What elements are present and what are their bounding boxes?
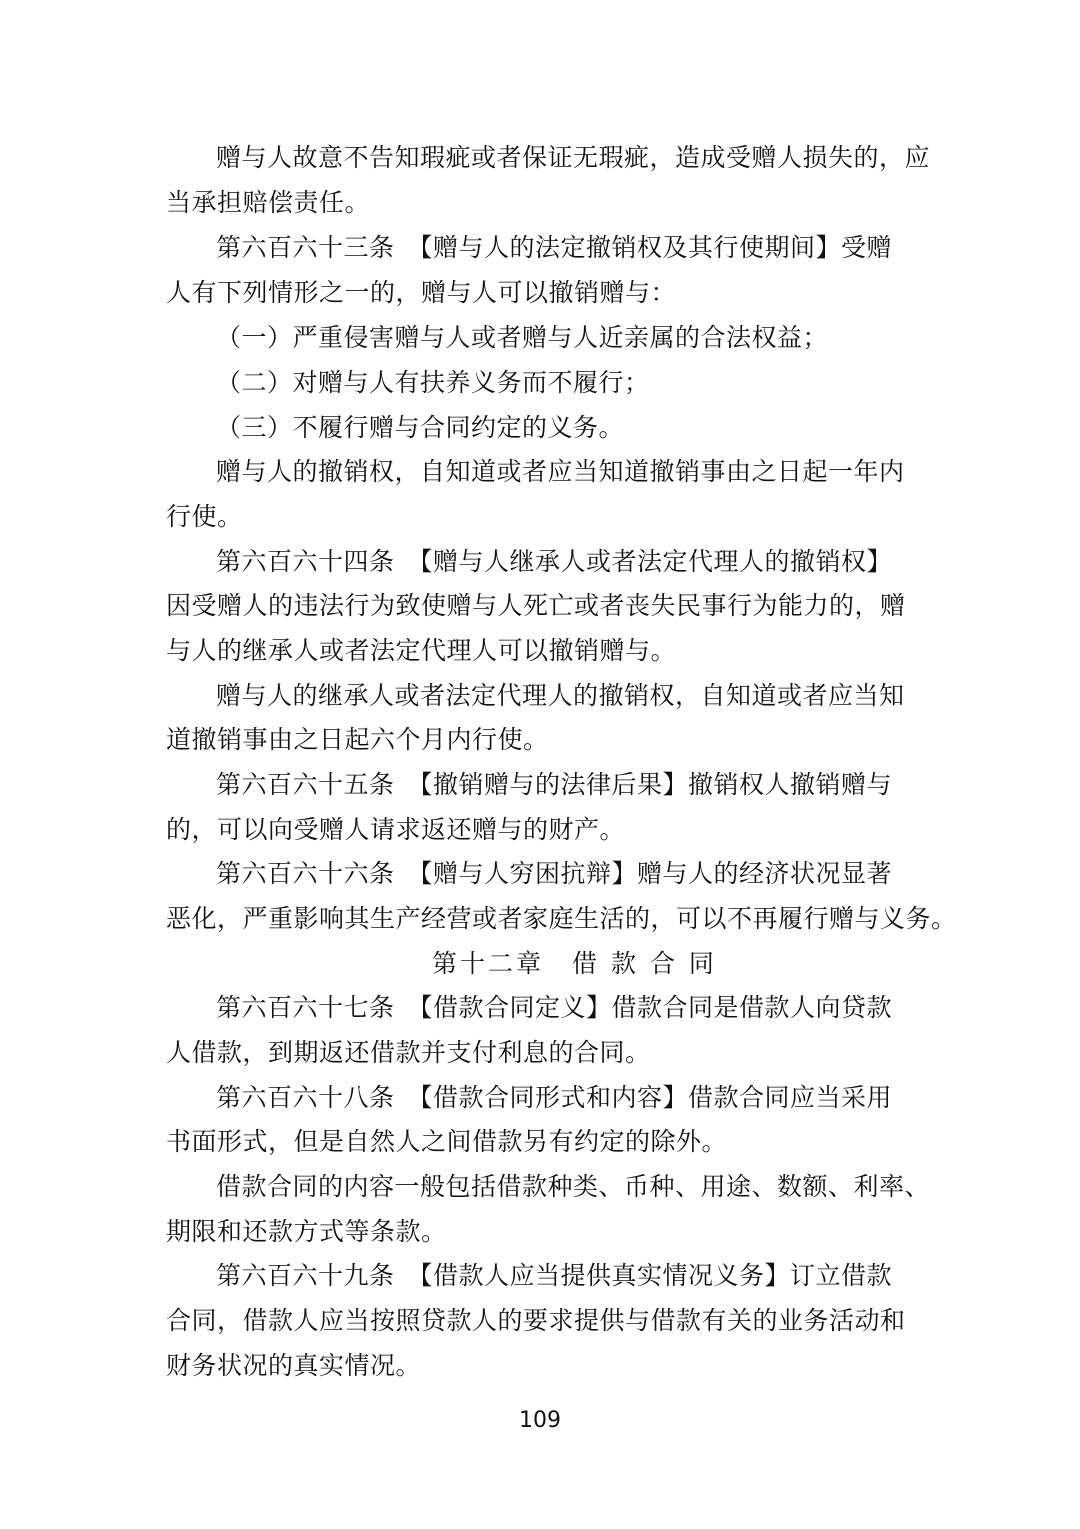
text-line: 赠与人的撤销权，自知道或者应当知道撤销事由之日起一年内	[216, 457, 905, 486]
chapter-heading: 第十二章 借 款 合 同	[432, 949, 717, 978]
list-item: （一）严重侵害赠与人或者赠与人近亲属的合法权益；	[216, 323, 829, 352]
text-line: 的，可以向受赠人请求返还赠与的财产。	[166, 815, 626, 844]
text-line: 赠与人故意不告知瑕疵或者保证无瑕疵，造成受赠人损失的，应	[216, 143, 931, 172]
article-heading-663: 第六百六十三条 【赠与人的法定撤销权及其行使期间】受赠	[216, 233, 893, 262]
article-heading-669: 第六百六十九条 【借款人应当提供真实情况义务】订立借款	[216, 1261, 893, 1290]
article-heading-666: 第六百六十六条 【赠与人穷困抗辩】赠与人的经济状况显著	[216, 859, 893, 888]
page-number: 109	[519, 1408, 561, 1433]
text-line: 行使。	[166, 502, 243, 531]
text-line: 当承担赔偿责任。	[166, 188, 371, 217]
list-item: （三）不履行赠与合同约定的义务。	[216, 413, 625, 442]
text-line: 赠与人的继承人或者法定代理人的撤销权，自知道或者应当知	[216, 681, 905, 710]
text-line: 恶化，严重影响其生产经营或者家庭生活的，可以不再履行赠与义务。	[166, 904, 957, 933]
text-line: 财务状况的真实情况。	[166, 1351, 422, 1380]
text-line: 人借款，到期返还借款并支付利息的合同。	[166, 1038, 651, 1067]
text-line: 书面形式，但是自然人之间借款另有约定的除外。	[166, 1127, 728, 1156]
text-line: 道撤销事由之日起六个月内行使。	[166, 725, 549, 754]
article-heading-665: 第六百六十五条 【撤销赠与的法律后果】撤销权人撤销赠与	[216, 770, 893, 799]
text-line: 人有下列情形之一的，赠与人可以撤销赠与：	[166, 278, 677, 307]
text-line: 合同，借款人应当按照贷款人的要求提供与借款有关的业务活动和	[166, 1306, 906, 1335]
text-line: 因受赠人的违法行为致使赠与人死亡或者丧失民事行为能力的，赠	[166, 591, 906, 620]
list-item: （二）对赠与人有扶养义务而不履行；	[216, 368, 650, 397]
text-line: 期限和还款方式等条款。	[166, 1217, 447, 1246]
article-heading-664: 第六百六十四条 【赠与人继承人或者法定代理人的撤销权】	[216, 547, 893, 576]
article-heading-667: 第六百六十七条 【借款合同定义】借款合同是借款人向贷款	[216, 993, 893, 1022]
article-heading-668: 第六百六十八条 【借款合同形式和内容】借款合同应当采用	[216, 1083, 893, 1112]
text-line: 借款合同的内容一般包括借款种类、币种、用途、数额、利率、	[216, 1172, 931, 1201]
text-line: 与人的继承人或者法定代理人可以撤销赠与。	[166, 636, 677, 665]
